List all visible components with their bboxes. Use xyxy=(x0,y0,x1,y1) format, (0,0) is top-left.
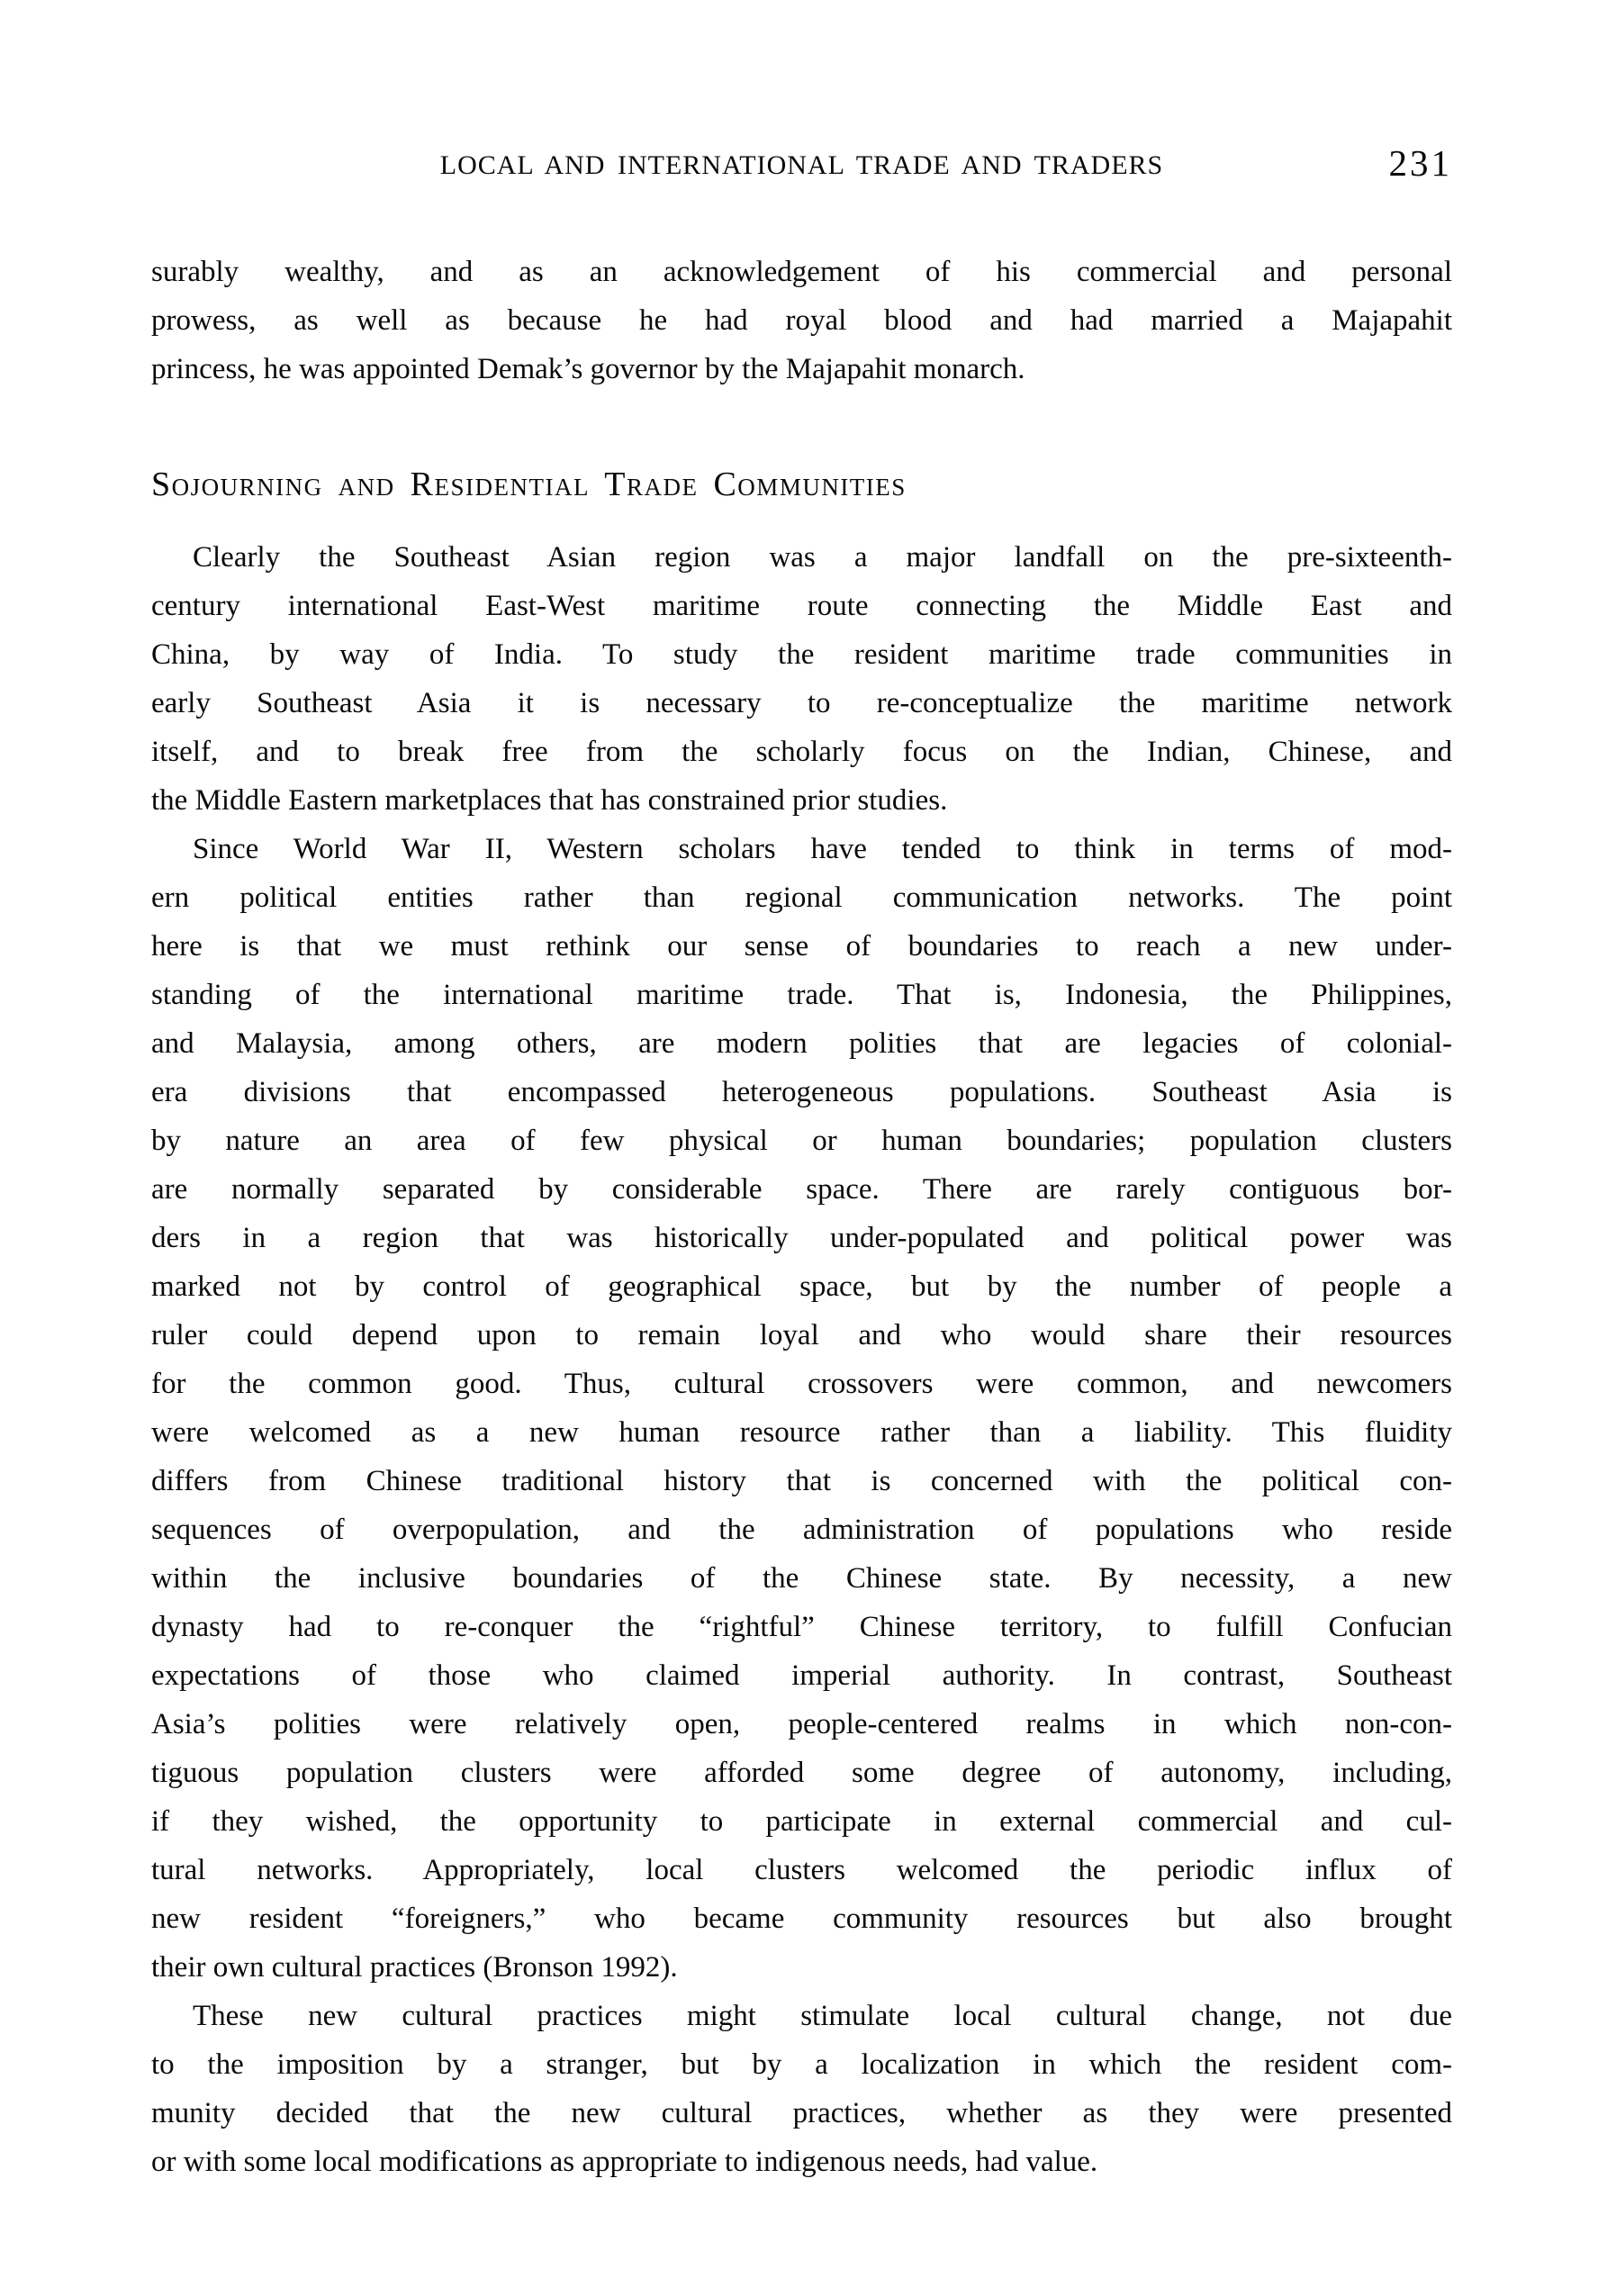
paragraph: Since World War II, Western scholars have tended to think in terms of mod- ern political entities rather than regional communication networks. The point here is that we must rethink our sense of boundaries to reach a new under- standing of the international maritime trade. That is, Indonesia, the Philippines, and Malaysia, among others, are modern polities that are legacies of colonial- era divisions that encompassed heterogeneous populations. Southeast Asia is by nature an area of few physical or human boundaries; population clusters are normally separated by considerable space. There are rarely contiguous bor- ders in a region that was historically under-populated and political power was marked not by control of geographical space, but by the number of people a ruler could depend upon to remain loyal and who would share their resources for the common good. Thus, cultural crossovers were common, and newcomers were welcomed as a new human resource rather than a liability. This fluidity differs from Chinese traditional history that is concerned with the political con- sequences of overpopulation, and the administration of populations who reside within the inclusive boundaries of the Chinese state. By necessity, a new dynasty had to re-conquer the “rightful” Chinese territory, to fulfill Confucian expectations of those who claimed imperial authority. In contrast, Southeast Asia’s polities were relatively open, people-centered realms in which non-con- tiguous population clusters were afforded some degree of autonomy, including, if they wished, the opportunity to participate in external commercial and cul- tural networks. Appropriately, local clusters welcomed the periodic influx of new resident “foreigners,” who became community resources but also brought their own cultural practices (Bronson 1992). xyxy=(151,833,1452,1984)
paragraph: These new cultural practices might stimulate local cultural change, not due to the imposition by a stranger, but by a localization in which the resident com- munity decided that the new cultural practices, whether as they were presented or with some local modifications as appropriate to indigenous needs, had value. xyxy=(151,2000,1452,2178)
running-head-title: LOCAL AND INTERNATIONAL TRADE AND TRADERS xyxy=(439,150,1164,180)
running-head xyxy=(151,142,1452,184)
body-text-block xyxy=(151,533,1452,2186)
paragraph-continuation: surably wealthy, and as an acknowledgement of his commercial and personal prowess, as well as because he had royal blood and had married a Majapahit princess, he was appointed Demak’s governor by the Majapahit monarch. xyxy=(151,256,1452,385)
paragraph: Clearly the Southeast Asian region was a major landfall on the pre-sixteenth- century international East-West maritime route connecting the Middle East and China, by way of India. To study the resident maritime trade communities in early Southeast Asia it is necessary to re-conceptualize the maritime network itself, and to break free from the scholarly focus on the Indian, Chinese, and the Middle Eastern marketplaces that has constrained prior studies. xyxy=(151,541,1452,817)
section-heading: Sojourning and Residential Trade Communities xyxy=(151,466,907,503)
page-number: 231 xyxy=(1388,142,1452,184)
